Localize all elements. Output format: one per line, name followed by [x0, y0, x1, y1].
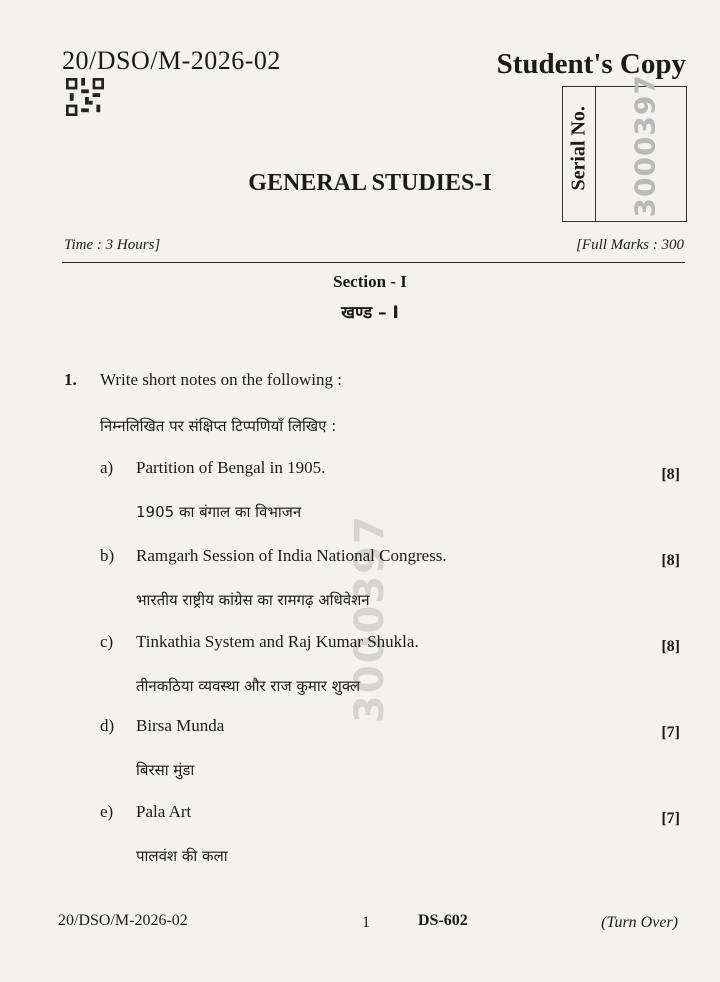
section-heading-hindi: खण्ड – I	[341, 303, 399, 323]
item-text-hindi: बिरसा मुंडा	[136, 761, 195, 779]
booklet-code: DS-602	[418, 912, 468, 929]
item-text-english: Birsa Munda	[136, 716, 225, 735]
section-heading-english: Section - I	[333, 272, 407, 291]
page-number: 1	[362, 914, 370, 931]
qr-code-icon	[66, 78, 104, 116]
question-text-hindi: निम्नलिखित पर संक्षिप्त टिप्पणियाँ लिखिए :	[100, 417, 337, 435]
item-letter: d)	[100, 716, 115, 735]
item-marks: [7]	[661, 724, 680, 741]
item-text-hindi: पालवंश की कला	[136, 847, 228, 865]
serial-label: Serial No.	[567, 106, 590, 191]
item-marks: [7]	[661, 810, 680, 827]
paper-title: GENERAL STUDIES-I	[248, 170, 492, 196]
item-text-hindi: तीनकठिया व्यवस्था और राज कुमार शुक्ल	[136, 677, 361, 695]
item-text-english: Pala Art	[136, 802, 192, 821]
item-text-hindi: भारतीय राष्ट्रीय कांग्रेस का रामगढ़ अधिवेशन	[136, 591, 370, 609]
serial-number-box	[562, 74, 687, 222]
copy-type-label: Student's Copy	[496, 48, 686, 80]
header-divider	[62, 262, 685, 263]
item-text-english: Tinkathia System and Raj Kumar Shukla.	[136, 632, 419, 651]
item-letter: b)	[100, 546, 115, 565]
item-text-english: Partition of Bengal in 1905.	[136, 458, 326, 477]
item-marks: [8]	[661, 552, 680, 569]
serial-watermark: 3000397	[347, 514, 393, 723]
item-text-english: Ramgarh Session of India National Congress.	[136, 546, 447, 565]
serial-number: 3000397	[628, 74, 662, 218]
item-marks: [8]	[661, 466, 680, 483]
item-marks: [8]	[661, 638, 680, 655]
item-letter: a)	[100, 458, 114, 477]
item-letter: e)	[100, 802, 114, 821]
time-allowed: Time : 3 Hours]	[64, 237, 161, 253]
question-text-english: Write short notes on the following :	[100, 370, 343, 389]
footer-paper-code: 20/DSO/M-2026-02	[58, 912, 188, 929]
question-number: 1.	[64, 370, 77, 389]
full-marks: [Full Marks : 300	[576, 237, 684, 253]
turn-over-note: (Turn Over)	[601, 914, 678, 931]
paper-code: 20/DSO/M-2026-02	[62, 46, 281, 75]
item-text-hindi: 1905 का बंगाल का विभाजन	[136, 503, 302, 521]
item-letter: c)	[100, 632, 114, 651]
